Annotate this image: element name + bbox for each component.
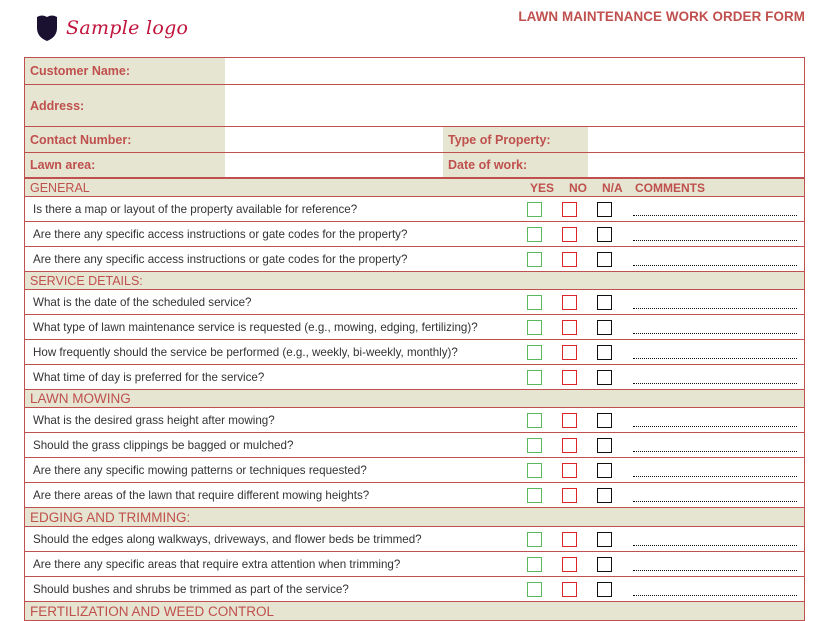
question-text: Are there any specific access instructions or gate codes for the property? bbox=[33, 227, 408, 241]
logo bbox=[36, 14, 188, 42]
no-checkbox[interactable] bbox=[562, 370, 577, 385]
no-checkbox[interactable] bbox=[562, 557, 577, 572]
lawn-area-row bbox=[25, 153, 804, 179]
lawn-area-field[interactable] bbox=[225, 153, 443, 177]
question-row bbox=[25, 315, 804, 340]
question-row bbox=[25, 247, 804, 272]
question-row bbox=[25, 197, 804, 222]
no-checkbox[interactable] bbox=[562, 413, 577, 428]
question-text: Are there any specific areas that require extra attention when trimming? bbox=[33, 557, 401, 571]
yes-checkbox[interactable] bbox=[527, 488, 542, 503]
yes-checkbox[interactable] bbox=[527, 320, 542, 335]
section-title: FERTILIZATION AND WEED CONTROL bbox=[30, 604, 275, 619]
comment-field[interactable] bbox=[633, 570, 797, 571]
comment-field[interactable] bbox=[633, 215, 797, 216]
col-no: NO bbox=[569, 180, 587, 195]
comment-field[interactable] bbox=[633, 308, 797, 309]
section-title: EDGING AND TRIMMING: bbox=[30, 509, 191, 525]
na-checkbox[interactable] bbox=[597, 227, 612, 242]
comment-field[interactable] bbox=[633, 451, 797, 452]
na-checkbox[interactable] bbox=[597, 202, 612, 217]
customer-name-field[interactable] bbox=[225, 58, 804, 84]
yes-checkbox[interactable] bbox=[527, 370, 542, 385]
lawn-area-label: Lawn area: bbox=[25, 153, 225, 177]
logo-text: Sample logo bbox=[66, 17, 189, 39]
section-edging-trimming bbox=[25, 508, 804, 527]
section-lawn-mowing bbox=[25, 390, 804, 408]
contact-number-field[interactable] bbox=[225, 127, 443, 152]
customer-name-row bbox=[25, 58, 804, 85]
question-row bbox=[25, 408, 804, 433]
comment-field[interactable] bbox=[633, 358, 797, 359]
comment-field[interactable] bbox=[633, 545, 797, 546]
col-yes: YES bbox=[530, 180, 555, 195]
yes-checkbox[interactable] bbox=[527, 202, 542, 217]
yes-checkbox[interactable] bbox=[527, 532, 542, 547]
question-text: Are there areas of the lawn that require different mowing heights? bbox=[33, 488, 370, 502]
col-na: N/A bbox=[602, 180, 623, 195]
na-checkbox[interactable] bbox=[597, 557, 612, 572]
type-of-property-field[interactable] bbox=[588, 127, 804, 152]
question-row bbox=[25, 458, 804, 483]
no-checkbox[interactable] bbox=[562, 532, 577, 547]
na-checkbox[interactable] bbox=[597, 295, 612, 310]
section-title: GENERAL bbox=[30, 180, 90, 195]
no-checkbox[interactable] bbox=[562, 582, 577, 597]
contact-number-label: Contact Number: bbox=[25, 127, 225, 152]
na-checkbox[interactable] bbox=[597, 413, 612, 428]
question-text: What is the desired grass height after mowing? bbox=[33, 413, 275, 427]
question-text: How frequently should the service be performed (e.g., weekly, bi-weekly, monthly)? bbox=[33, 345, 458, 359]
no-checkbox[interactable] bbox=[562, 202, 577, 217]
yes-checkbox[interactable] bbox=[527, 252, 542, 267]
form-title: LAWN MAINTENANCE WORK ORDER FORM bbox=[518, 9, 805, 24]
no-checkbox[interactable] bbox=[562, 252, 577, 267]
question-text: Should the grass clippings be bagged or mulched? bbox=[33, 438, 294, 452]
na-checkbox[interactable] bbox=[597, 463, 612, 478]
question-row bbox=[25, 552, 804, 577]
work-order-form bbox=[24, 57, 805, 621]
type-of-property-label: Type of Property: bbox=[443, 127, 588, 152]
question-row bbox=[25, 365, 804, 390]
shield-icon bbox=[36, 14, 58, 42]
address-row bbox=[25, 85, 804, 127]
na-checkbox[interactable] bbox=[597, 488, 612, 503]
comment-field[interactable] bbox=[633, 333, 797, 334]
question-row bbox=[25, 222, 804, 247]
contact-row bbox=[25, 127, 804, 153]
no-checkbox[interactable] bbox=[562, 295, 577, 310]
comment-field[interactable] bbox=[633, 501, 797, 502]
na-checkbox[interactable] bbox=[597, 320, 612, 335]
question-row bbox=[25, 527, 804, 552]
question-row bbox=[25, 290, 804, 315]
no-checkbox[interactable] bbox=[562, 320, 577, 335]
col-comments: COMMENTS bbox=[635, 180, 705, 195]
date-of-work-field[interactable] bbox=[588, 153, 804, 177]
yes-checkbox[interactable] bbox=[527, 557, 542, 572]
yes-checkbox[interactable] bbox=[527, 582, 542, 597]
yes-checkbox[interactable] bbox=[527, 227, 542, 242]
customer-name-label: Customer Name: bbox=[25, 58, 225, 84]
comment-field[interactable] bbox=[633, 265, 797, 266]
no-checkbox[interactable] bbox=[562, 488, 577, 503]
no-checkbox[interactable] bbox=[562, 227, 577, 242]
yes-checkbox[interactable] bbox=[527, 463, 542, 478]
question-text: What time of day is preferred for the service? bbox=[33, 370, 265, 384]
na-checkbox[interactable] bbox=[597, 532, 612, 547]
na-checkbox[interactable] bbox=[597, 252, 612, 267]
no-checkbox[interactable] bbox=[562, 438, 577, 453]
no-checkbox[interactable] bbox=[562, 463, 577, 478]
question-text: Are there any specific access instructions or gate codes for the property? bbox=[33, 252, 408, 266]
address-field[interactable] bbox=[225, 85, 804, 126]
comment-field[interactable] bbox=[633, 383, 797, 384]
comment-field[interactable] bbox=[633, 240, 797, 241]
section-general bbox=[25, 179, 804, 197]
question-row bbox=[25, 577, 804, 602]
comment-field[interactable] bbox=[633, 426, 797, 427]
question-text: Are there any specific mowing patterns or techniques requested? bbox=[33, 463, 367, 477]
yes-checkbox[interactable] bbox=[527, 295, 542, 310]
section-title: LAWN MOWING bbox=[30, 391, 131, 406]
comment-field[interactable] bbox=[633, 476, 797, 477]
question-text: Should the edges along walkways, driveways, and flower beds be trimmed? bbox=[33, 532, 422, 546]
question-text: What type of lawn maintenance service is requested (e.g., mowing, edging, fertilizing)? bbox=[33, 320, 478, 334]
na-checkbox[interactable] bbox=[597, 582, 612, 597]
question-row bbox=[25, 340, 804, 365]
address-label: Address: bbox=[25, 85, 225, 126]
section-service-details bbox=[25, 272, 804, 290]
section-title: SERVICE DETAILS: bbox=[30, 273, 143, 288]
question-row bbox=[25, 483, 804, 508]
yes-checkbox[interactable] bbox=[527, 413, 542, 428]
yes-checkbox[interactable] bbox=[527, 438, 542, 453]
na-checkbox[interactable] bbox=[597, 370, 612, 385]
comment-field[interactable] bbox=[633, 595, 797, 596]
yes-checkbox[interactable] bbox=[527, 345, 542, 360]
na-checkbox[interactable] bbox=[597, 345, 612, 360]
question-text: Is there a map or layout of the property available for reference? bbox=[33, 202, 358, 216]
question-text: Should bushes and shrubs be trimmed as part of the service? bbox=[33, 582, 349, 596]
no-checkbox[interactable] bbox=[562, 345, 577, 360]
question-row bbox=[25, 433, 804, 458]
date-of-work-label: Date of work: bbox=[443, 153, 588, 177]
na-checkbox[interactable] bbox=[597, 438, 612, 453]
question-text: What is the date of the scheduled service? bbox=[33, 295, 252, 309]
